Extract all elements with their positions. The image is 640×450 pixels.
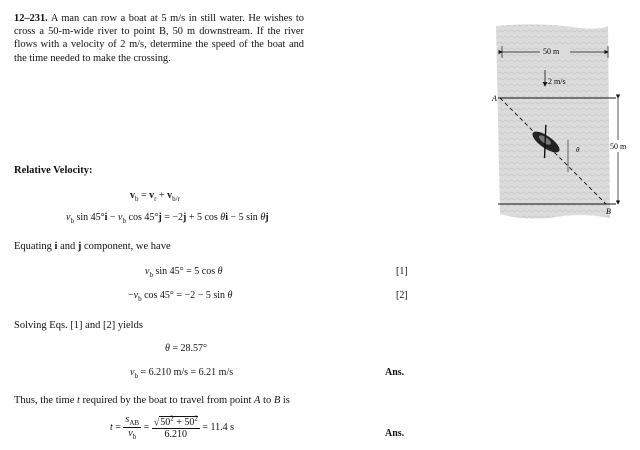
equating-text: Equating i and j component, we have [14,241,171,252]
equation-2-tag: [2] [396,290,408,301]
solving-text: Solving Eqs. [1] and [2] yields [14,320,143,331]
fraction-sab-vb: $\frac{s_{AB}}{v_b}$ [125,414,140,441]
problem-text: A man can row a boat at 5 m/s in still water. He wishes to cross a 50-m-wide river to point B, 50 m downstream. If the river flows with a velocity of 2 m/s, determine the speed of the boat and the time needed to make the crossing. [14,13,304,64]
time-equation: t = $\frac{s_{AB}}{v_b}$ = $\frac{√50^2 + 50^2}{6.210}$ = 11.4 s [110,414,235,441]
river-diagram [480,22,630,222]
speed-result: $v_b = 6.210$ m/s = 6.21 m/s [130,367,234,380]
solution-heading: Relative Velocity: [14,165,93,176]
point-a-label: A [492,94,497,103]
side-dimension-label: 50 m [610,142,627,151]
relative-velocity-equation: $v_b = v_r + v_{b/r}$ [130,190,180,203]
equation-2: $-v_b$ cos 45° = −2 − 5 sin θ [128,290,233,303]
angle-label: θ [576,146,580,154]
answer-label-time: Ans. [385,428,405,439]
problem-number: 12–231. [14,13,48,24]
fraction-sqrt: $\frac{√50^2 + 50^2}{6.210}$ [153,414,198,441]
thus-text: Thus, the time t required by the boat to travel from point A to B is [14,395,290,406]
point-b-label: B [606,207,611,216]
vector-equation: $v_b$ $\sin 45^\circ i - v_b$ cos 45°j = −2j + 5 cos θi − 5 sin θj [66,212,269,225]
equation-1-tag: [1] [396,266,408,277]
answer-label-speed: Ans. [385,367,405,378]
flow-label: 2 m/s [548,77,566,86]
top-dimension-label: 50 m [543,47,560,56]
equation-1: $v_b$ sin 45° = 5 cos θ [145,266,223,279]
theta-result: θ = 28.57° [165,343,208,354]
problem-statement [14,12,304,65]
